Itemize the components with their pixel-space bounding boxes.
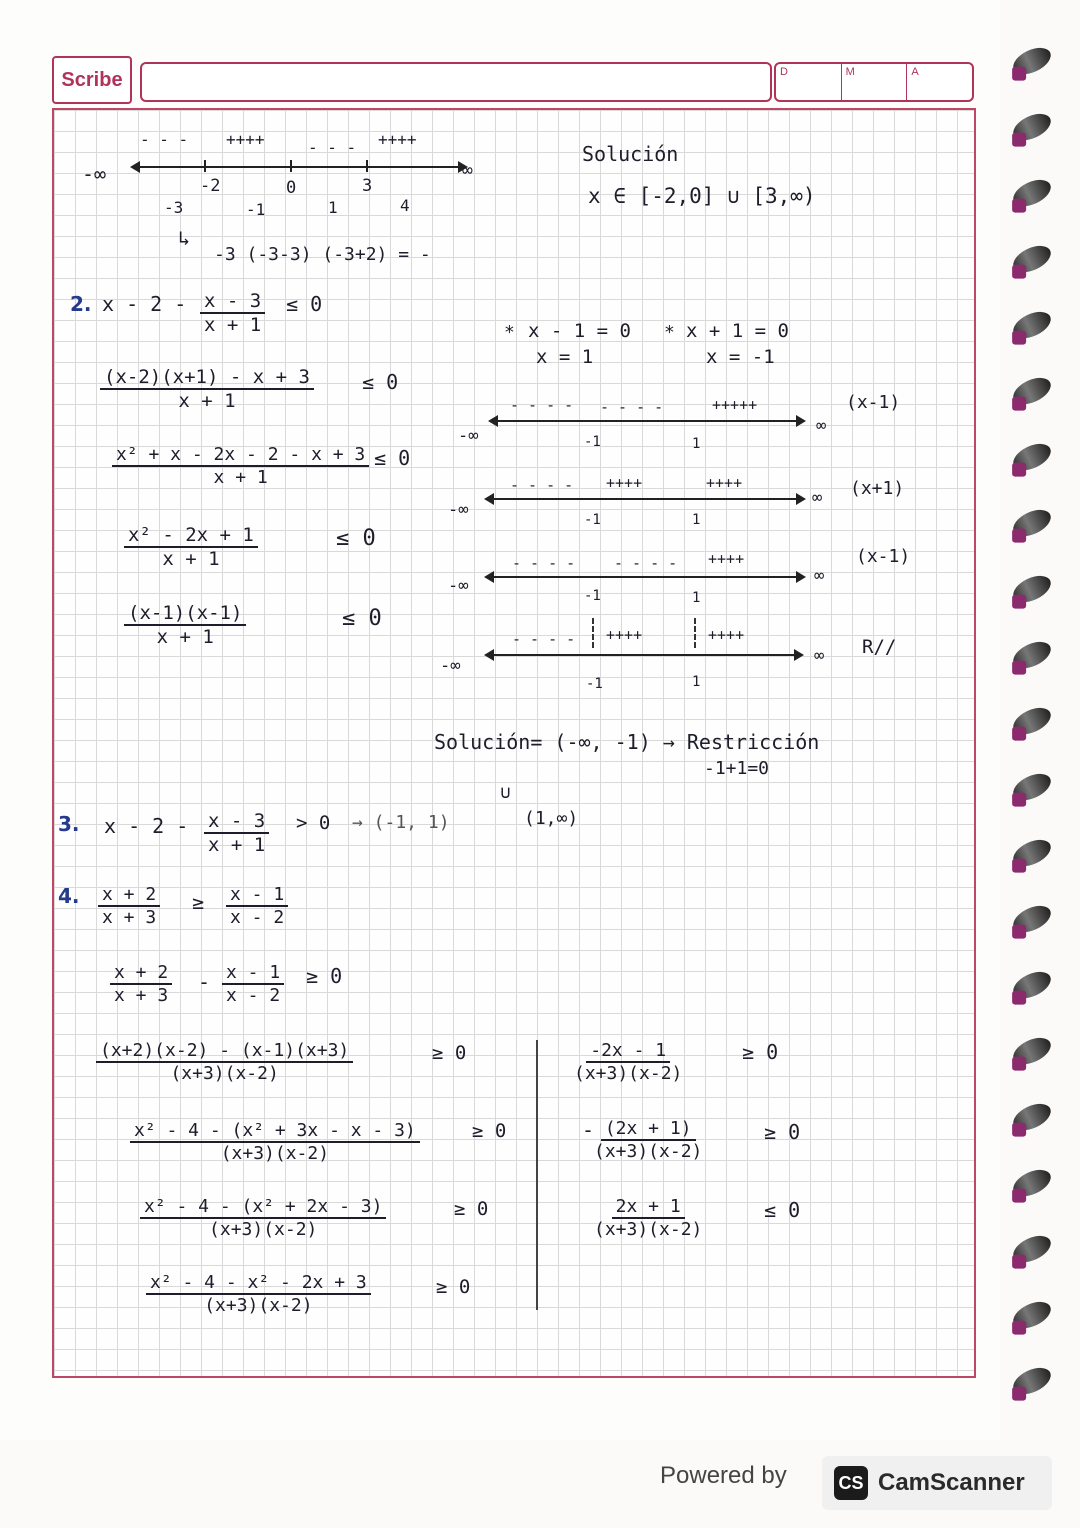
p2-step1-rel: ≤ 0 xyxy=(286,292,323,316)
p4-r1-num: -2x - 1 xyxy=(586,1040,670,1063)
p2-l2-pos: ∞ xyxy=(812,488,823,508)
p4-r1-frac xyxy=(570,1040,686,1084)
p3-lhs: x - 2 - xyxy=(104,814,189,838)
p2-l3-sign: - - - - xyxy=(512,554,576,572)
p2-step5-den: x + 1 xyxy=(156,626,214,648)
p2-l4-divider xyxy=(592,618,594,648)
p2-union: ∪ xyxy=(500,782,511,803)
powered-by-text: Powered by xyxy=(660,1462,787,1489)
p4-s4-den: (x+3)(x-2) xyxy=(220,1143,330,1164)
p4-s1-num-r: x - 1 xyxy=(226,884,288,907)
p2-step2-den: x + 1 xyxy=(178,390,236,412)
p2-l2-sign: ++++ xyxy=(606,474,643,492)
p4-s1-right xyxy=(226,884,288,928)
p3-rel: > 0 xyxy=(296,812,331,834)
p4-r2-rel: ≥ 0 xyxy=(764,1120,801,1144)
p2-l4-neg: -∞ xyxy=(440,656,461,676)
p1-solution: x ∈ [-2,0] ∪ [3,∞) xyxy=(588,184,816,208)
p2-l1-neg: -∞ xyxy=(458,426,479,446)
p4-r3-den: (x+3)(x-2) xyxy=(594,1219,703,1240)
p4-s5-frac xyxy=(140,1196,386,1240)
p1-tick-label: -1 xyxy=(246,200,266,219)
p1-neg-inf: -∞ xyxy=(82,162,107,186)
p4-r1-rel: ≥ 0 xyxy=(742,1040,779,1064)
p4-r2-frac xyxy=(590,1118,706,1162)
p4-s3-frac xyxy=(96,1040,353,1084)
p1-tick-label: 3 xyxy=(362,176,373,196)
p1-tick-label: -2 xyxy=(200,176,221,196)
p1-number-line xyxy=(134,166,464,168)
p2-root-b-sol: x = -1 xyxy=(706,346,775,368)
p2-l4-sign: - - - - xyxy=(512,630,576,648)
p4-s2-left xyxy=(110,962,172,1006)
p2-l4-tick: 1 xyxy=(692,674,701,690)
header-bar xyxy=(52,56,972,102)
p2-step2-num: (x-2)(x+1) - x + 3 xyxy=(100,366,314,390)
p4-s2-num-r: x - 1 xyxy=(222,962,284,985)
p4-s4-num: x² - 4 - (x² + 3x - x - 3) xyxy=(130,1120,420,1143)
spiral-ring xyxy=(1009,1099,1055,1136)
p4-s1-left xyxy=(98,884,160,928)
p2-l4-tick: -1 xyxy=(586,676,603,692)
p4-s2-rel: ≥ 0 xyxy=(306,964,343,988)
spiral-ring xyxy=(1009,307,1055,344)
p4-s6-rel: ≥ 0 xyxy=(436,1276,471,1298)
p2-l3-sign: - - - - xyxy=(614,554,678,572)
p1-tick xyxy=(290,160,292,172)
p2-number: 2. xyxy=(70,292,92,316)
p3-number: 3. xyxy=(58,812,80,836)
p2-step3-den: x + 1 xyxy=(213,467,268,488)
p2-step5-frac xyxy=(124,602,246,648)
p2-step1-frac xyxy=(200,290,265,336)
spiral-ring xyxy=(1009,1297,1055,1334)
p2-l1-label: (x-1) xyxy=(846,392,901,413)
date-day: D xyxy=(776,64,842,100)
spiral-ring xyxy=(1009,769,1055,806)
p4-s4-rel: ≥ 0 xyxy=(472,1120,507,1142)
spiral-ring xyxy=(1009,1165,1055,1202)
p4-s3-rel: ≥ 0 xyxy=(432,1042,467,1064)
p1-pos-inf: ∞ xyxy=(462,160,473,181)
p2-step4-rel: ≤ 0 xyxy=(336,526,376,551)
p2-l2-tick: 1 xyxy=(692,512,701,528)
p2-step3-frac xyxy=(112,444,369,488)
p1-tick-label: -3 xyxy=(164,198,184,217)
p1-tick xyxy=(366,160,368,172)
p2-l4-pos: ∞ xyxy=(814,646,825,666)
p3-frac xyxy=(204,810,269,856)
p2-root-a-sol: x = 1 xyxy=(536,346,594,368)
p2-l2-label: (x+1) xyxy=(850,478,905,499)
p1-sign-1: - - - xyxy=(140,130,189,149)
p4-r2-den: (x+3)(x-2) xyxy=(594,1141,703,1162)
p1-tick-label: 0 xyxy=(286,178,297,198)
spiral-ring xyxy=(1009,175,1055,212)
p4-r2-minus: - xyxy=(582,1118,595,1142)
scribe-logo: Scribe xyxy=(52,56,132,104)
p2-step4-den: x + 1 xyxy=(162,548,220,570)
p3-note: → (-1, 1) xyxy=(352,812,450,833)
p2-l1-pos: ∞ xyxy=(816,416,827,436)
p1-sign-3: - - - xyxy=(308,138,357,157)
p2-step1-den: x + 1 xyxy=(204,314,262,336)
spiral-ring xyxy=(1009,901,1055,938)
p4-r3-frac xyxy=(590,1196,706,1240)
p2-root-a-star: * xyxy=(504,322,515,343)
p2-step3-rel: ≤ 0 xyxy=(374,446,411,470)
p2-l3-label: (x-1) xyxy=(856,546,911,567)
p4-s3-den: (x+3)(x-2) xyxy=(170,1063,279,1084)
spiral-ring xyxy=(1009,241,1055,278)
p2-l2-sign: ++++ xyxy=(706,474,743,492)
p2-line-1 xyxy=(492,420,802,422)
spiral-binding xyxy=(1004,30,1060,1410)
p4-s5-rel: ≥ 0 xyxy=(454,1198,489,1220)
p4-column-divider xyxy=(536,1040,538,1310)
p2-step5-num: (x-1)(x-1) xyxy=(124,602,246,626)
p2-step2-frac xyxy=(100,366,314,412)
p2-l1-tick: -1 xyxy=(584,434,601,450)
date-month: M xyxy=(842,64,908,100)
p2-restriction: -1+1=0 xyxy=(704,758,770,779)
spiral-ring xyxy=(1009,439,1055,476)
camscanner-badge xyxy=(822,1456,1052,1510)
p1-tick-label: 4 xyxy=(400,196,410,215)
p1-tick-label: 1 xyxy=(328,198,338,217)
spiral-ring xyxy=(1009,1231,1055,1268)
p2-l3-neg: -∞ xyxy=(448,576,469,596)
p2-l3-tick: -1 xyxy=(584,588,601,604)
p1-test-arrow: ↳ xyxy=(178,226,191,250)
p2-l2-tick: -1 xyxy=(584,512,601,528)
p2-l1-sign: +++++ xyxy=(712,396,758,414)
p4-s1-den-r: x - 2 xyxy=(230,907,285,928)
p4-s1-den-l: x + 3 xyxy=(102,907,157,928)
p4-s4-frac xyxy=(130,1120,420,1164)
spiral-ring xyxy=(1009,109,1055,146)
p2-l3-tick: 1 xyxy=(692,590,701,606)
spiral-ring xyxy=(1009,505,1055,542)
p2-step4-frac xyxy=(124,524,258,570)
p1-solution-title: Solución xyxy=(582,142,679,166)
p4-s2-right xyxy=(222,962,284,1006)
p4-number: 4. xyxy=(58,884,80,908)
p1-sign-2: ++++ xyxy=(226,130,265,149)
p4-s2-num-l: x + 2 xyxy=(110,962,172,985)
p2-solution: Solución= (-∞, -1) → Restricción xyxy=(434,730,820,754)
p4-s1-rel: ≥ xyxy=(192,890,205,914)
camscanner-brand: CamScanner xyxy=(878,1469,1025,1496)
p1-tick xyxy=(204,160,206,172)
p3-num: x - 3 xyxy=(204,810,269,834)
p4-s6-num: x² - 4 - x² - 2x + 3 xyxy=(146,1272,371,1295)
p2-root-a-eq: x - 1 = 0 xyxy=(528,320,631,342)
p4-s2-den-r: x - 2 xyxy=(226,985,281,1006)
p4-s5-num: x² - 4 - (x² + 2x - 3) xyxy=(140,1196,386,1219)
p2-step1-lhs: x - 2 - xyxy=(102,292,187,316)
p1-sign-4: ++++ xyxy=(378,130,417,149)
p4-s6-den: (x+3)(x-2) xyxy=(204,1295,313,1316)
camscanner-icon: CS xyxy=(834,1466,868,1500)
spiral-ring xyxy=(1009,1363,1055,1400)
p2-line-2 xyxy=(488,498,802,500)
p2-l1-sign: - - - - xyxy=(510,396,574,414)
p2-l4-sign: ++++ xyxy=(708,626,745,644)
p2-root-b-eq: x + 1 = 0 xyxy=(686,320,789,342)
p4-r1-den: (x+3)(x-2) xyxy=(574,1063,683,1084)
p2-root-b-star: * xyxy=(664,322,675,343)
p2-l1-tick: 1 xyxy=(692,436,701,452)
p2-union-rest: (1,∞) xyxy=(524,808,579,829)
spiral-ring xyxy=(1009,373,1055,410)
p4-s5-den: (x+3)(x-2) xyxy=(209,1219,318,1240)
spiral-ring xyxy=(1009,1033,1055,1070)
date-year: A xyxy=(911,66,919,78)
p4-s2-minus: - xyxy=(198,970,211,994)
p2-step5-rel: ≤ 0 xyxy=(342,606,382,631)
p2-line-4 xyxy=(488,654,800,656)
p2-l3-pos: ∞ xyxy=(814,566,825,586)
p2-step4-num: x² - 2x + 1 xyxy=(124,524,258,548)
p2-step3-num: x² + x - 2x - 2 - x + 3 xyxy=(112,444,369,467)
p4-r2-num: (2x + 1) xyxy=(601,1118,696,1141)
spiral-ring xyxy=(1009,571,1055,608)
p2-l2-sign: - - - - xyxy=(510,476,574,494)
p2-l4-label: R// xyxy=(862,636,897,658)
date-box xyxy=(774,62,974,102)
p2-step2-rel: ≤ 0 xyxy=(362,370,399,394)
p2-l3-sign: ++++ xyxy=(708,550,745,568)
spiral-ring xyxy=(1009,835,1055,872)
spiral-ring xyxy=(1009,43,1055,80)
p3-den: x + 1 xyxy=(208,834,266,856)
spiral-ring xyxy=(1009,967,1055,1004)
p2-line-3 xyxy=(488,576,802,578)
p1-test-point: -3 (-3-3) (-3+2) = - xyxy=(214,244,431,265)
p2-l2-neg: -∞ xyxy=(448,500,469,520)
p4-s1-num-l: x + 2 xyxy=(98,884,160,907)
p2-step1-num: x - 3 xyxy=(200,290,265,314)
p4-s6-frac xyxy=(146,1272,371,1316)
spiral-ring xyxy=(1009,703,1055,740)
p4-r3-num: 2x + 1 xyxy=(612,1196,685,1219)
p4-s2-den-l: x + 3 xyxy=(114,985,169,1006)
p2-l1-sign: - - - - xyxy=(600,398,664,416)
title-box xyxy=(140,62,772,102)
p2-l4-sign: ++++ xyxy=(606,626,643,644)
p4-r3-rel: ≤ 0 xyxy=(764,1198,801,1222)
p4-s3-num: (x+2)(x-2) - (x-1)(x+3) xyxy=(96,1040,353,1063)
p2-l4-divider xyxy=(694,618,696,648)
spiral-ring xyxy=(1009,637,1055,674)
